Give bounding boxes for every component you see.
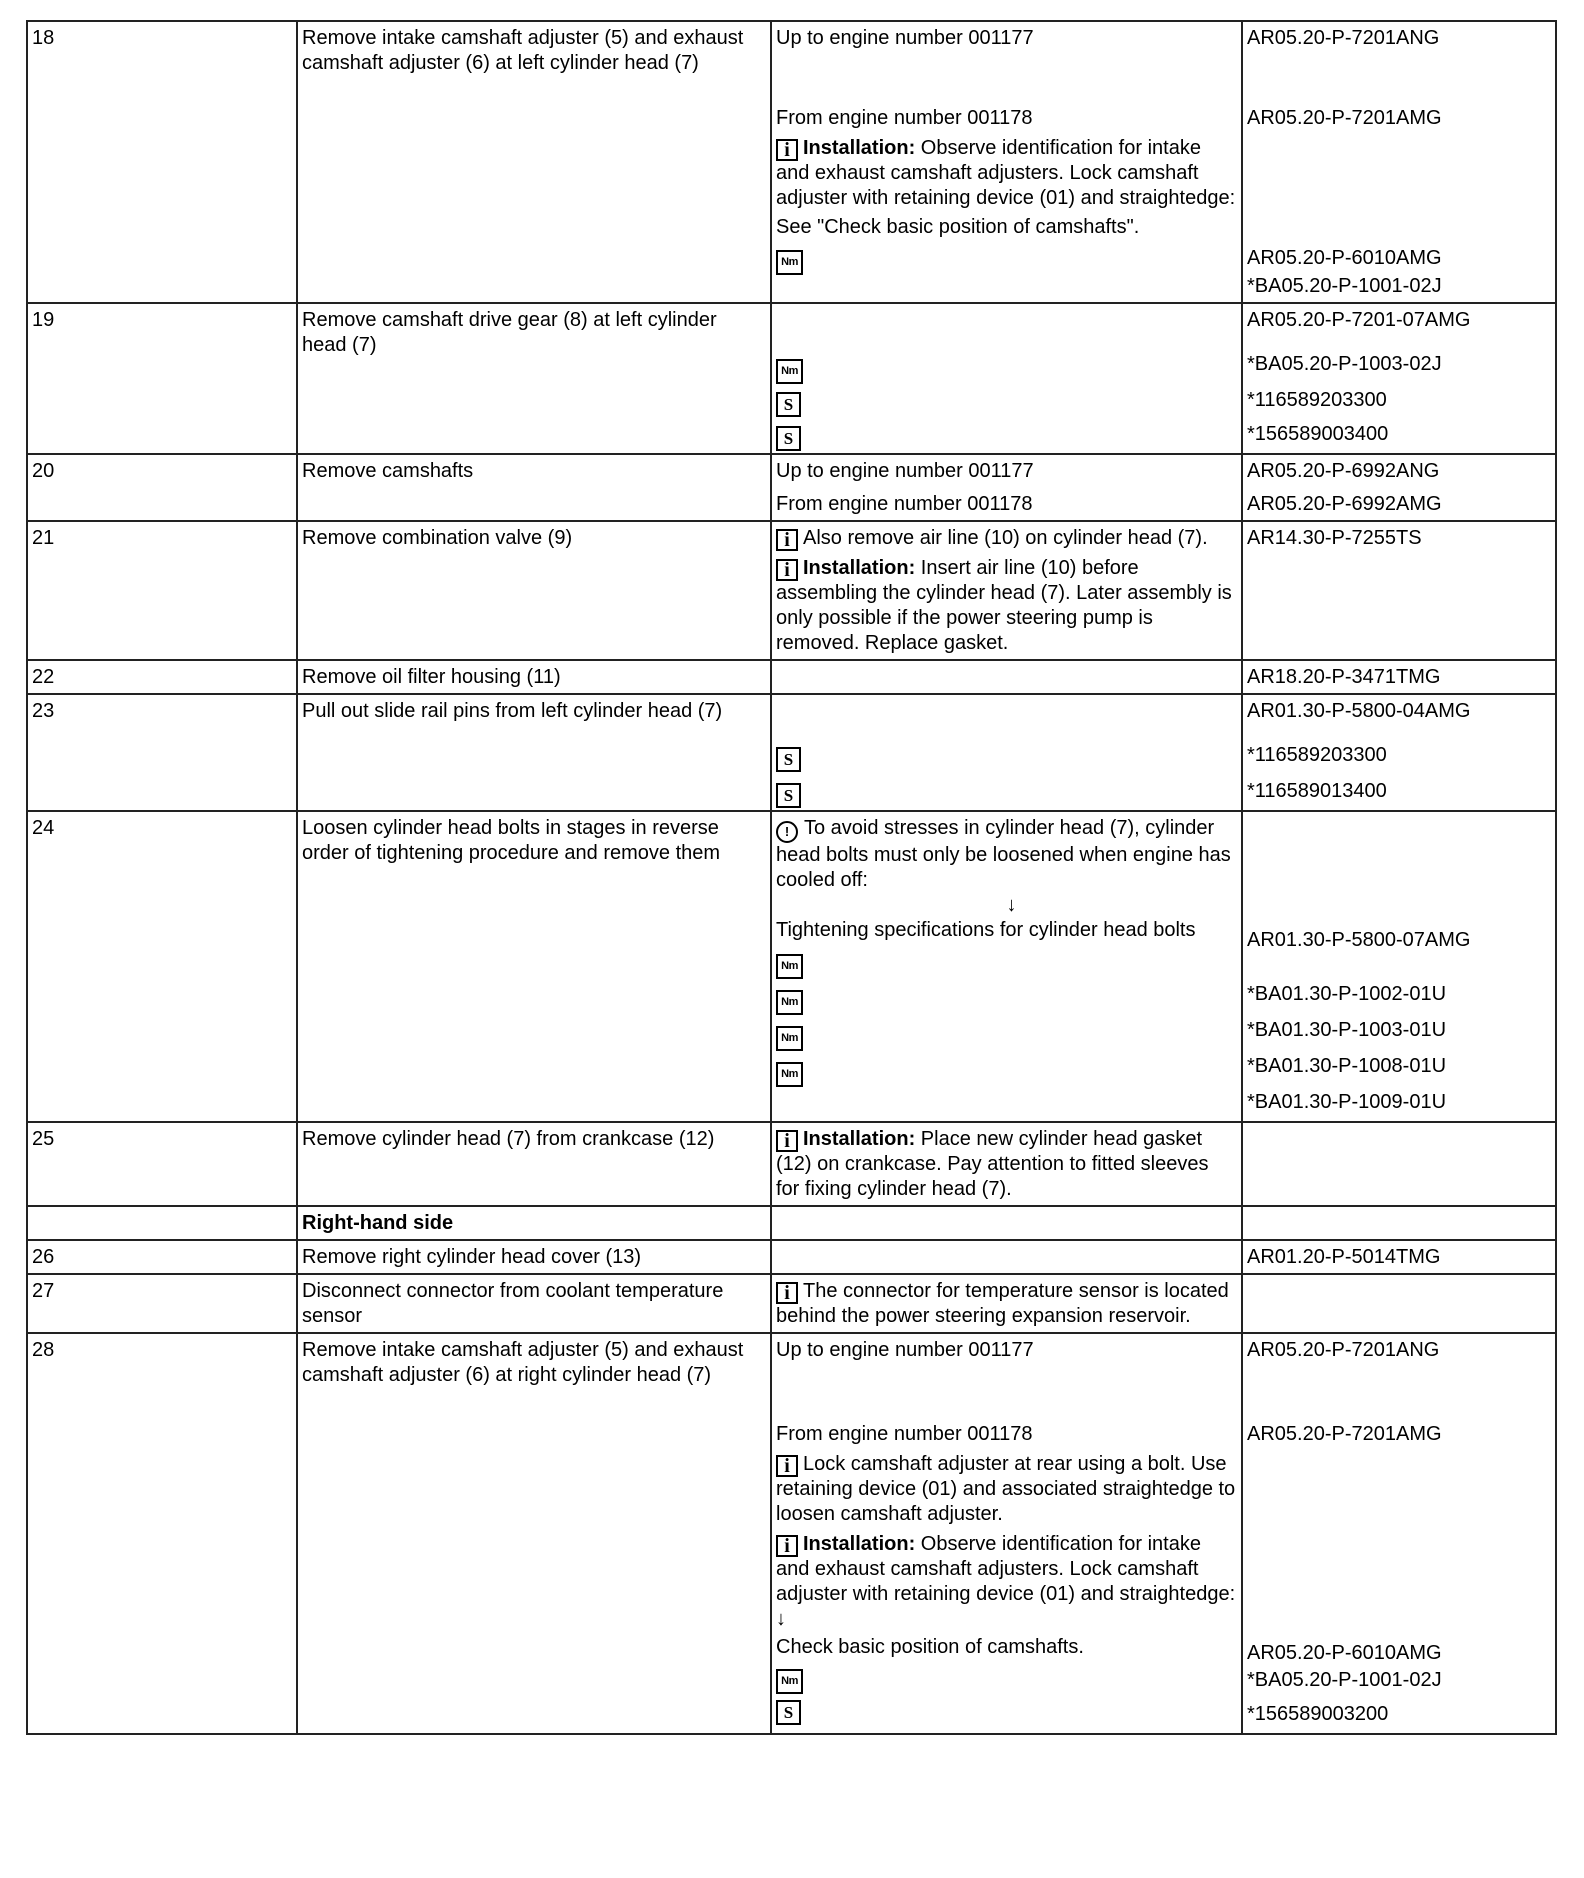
step-description: Pull out slide rail pins from left cylinder head (7) (297, 694, 771, 811)
note-line (776, 1279, 1237, 1329)
reference-cell (1242, 1333, 1556, 1734)
reference-cell (1242, 1206, 1556, 1240)
torque-nm-icon: Nm (776, 1062, 803, 1087)
table-row (27, 1122, 1556, 1206)
doc-link[interactable]: AR18.20-P-3471TMG (1247, 666, 1441, 688)
info-icon: i (776, 1282, 798, 1304)
table-row (27, 1240, 1556, 1274)
step-description: Remove cylinder head (7) from crankcase (12) (297, 1122, 771, 1206)
table-row (27, 1333, 1556, 1734)
note-line (776, 556, 1237, 656)
doc-link[interactable]: AR05.20-P-7201AMG (1247, 107, 1442, 129)
step-number: 24 (27, 811, 297, 1122)
step-description: Remove right cylinder head cover (13) (297, 1240, 771, 1274)
notes-cell (771, 21, 1242, 303)
table-row (27, 521, 1556, 660)
step-number: 20 (27, 454, 297, 521)
note-line (776, 1452, 1237, 1527)
reference-cell (1242, 21, 1556, 303)
doc-link[interactable]: AR05.20-P-7201-07AMG (1247, 309, 1471, 331)
step-description: Remove camshafts (297, 454, 771, 521)
doc-link[interactable]: AR05.20-P-7201AMG (1247, 1423, 1442, 1445)
reference-cell (1242, 1122, 1556, 1206)
doc-link[interactable]: *116589203300 (1247, 744, 1387, 766)
note-line: Up to engine number 001177 (776, 27, 1034, 49)
note-text: Observe identification for intake and exhaust camshaft adjusters. Lock camshaft adjuster with retaining device (01) and straightedge: (776, 137, 1236, 209)
note-line: From engine number 001178 (776, 493, 1033, 515)
doc-link[interactable]: *BA01.30-P-1008-01U (1247, 1055, 1447, 1077)
doc-link[interactable]: AR05.20-P-6992ANG (1247, 460, 1440, 482)
doc-link[interactable]: AR05.20-P-7201ANG (1247, 1339, 1440, 1361)
table-row (27, 21, 1556, 303)
doc-link[interactable]: *BA05.20-P-1001-02J (1247, 1669, 1442, 1691)
special-tool-icon: S (776, 1700, 801, 1725)
note-line (776, 816, 1237, 893)
step-number: 26 (27, 1240, 297, 1274)
torque-nm-icon: Nm (776, 1669, 803, 1694)
note-text: Also remove air line (10) on cylinder head (7). (803, 527, 1208, 549)
note-text: To avoid stresses in cylinder head (7), cylinder head bolts must only be loosened when engine has cooled off: (776, 817, 1231, 891)
doc-link[interactable]: AR05.20-P-6010AMG (1247, 247, 1442, 269)
note-text: Insert air line (10) before assembling the cylinder head (7). Later assembly is only possible if the power steering pump is removed. Replace gasket. (776, 557, 1232, 654)
note-text: Observe identification for intake and exhaust camshaft adjusters. Lock camshaft adjuster with retaining device (01) and straightedge: ↓ (776, 1533, 1236, 1630)
notes-cell (771, 660, 1242, 694)
section-heading (297, 1206, 771, 1240)
doc-link[interactable]: *BA01.30-P-1009-01U (1247, 1091, 1447, 1113)
info-icon: i (776, 529, 798, 551)
doc-link[interactable]: *116589203300 (1247, 389, 1387, 411)
reference-cell (1242, 1240, 1556, 1274)
doc-link[interactable]: AR01.30-P-5800-07AMG (1247, 929, 1471, 951)
torque-nm-icon: Nm (776, 359, 803, 384)
torque-nm-icon: Nm (776, 250, 803, 275)
info-icon: i (776, 1130, 798, 1152)
step-number: 19 (27, 303, 297, 454)
note-line (776, 1127, 1237, 1202)
note-line (776, 526, 1237, 551)
table-row (27, 1274, 1556, 1333)
note-line: See "Check basic position of camshafts". (776, 216, 1140, 238)
notes-cell (771, 811, 1242, 1122)
step-description: Remove camshaft drive gear (8) at left cylinder head (7) (297, 303, 771, 454)
note-line: From engine number 001178 (776, 107, 1033, 129)
step-number: 22 (27, 660, 297, 694)
special-tool-icon: S (776, 426, 801, 451)
step-description: Remove intake camshaft adjuster (5) and exhaust camshaft adjuster (6) at left cylinder head (7) (297, 21, 771, 303)
note-text: Place new cylinder head gasket (12) on crankcase. Pay attention to fitted sleeves for fixing cylinder head (7). (776, 1128, 1209, 1200)
special-tool-icon: S (776, 747, 801, 772)
notes-cell (771, 454, 1242, 521)
reference-cell (1242, 521, 1556, 660)
table-row (27, 303, 1556, 454)
table-row (27, 1206, 1556, 1240)
notes-cell (771, 303, 1242, 454)
table-row (27, 811, 1556, 1122)
arrow-down-icon: ↓ (1006, 894, 1017, 916)
note-line: Up to engine number 001177 (776, 1339, 1034, 1361)
info-icon: i (776, 1535, 798, 1557)
notes-cell (771, 521, 1242, 660)
special-tool-icon: S (776, 783, 801, 808)
note-text: The connector for temperature sensor is located behind the power steering expansion reservoir. (776, 1280, 1229, 1327)
installation-label: Installation: (803, 557, 916, 579)
doc-link[interactable]: *BA05.20-P-1001-02J (1247, 275, 1442, 297)
note-line: Tightening specifications for cylinder head bolts (776, 919, 1196, 941)
step-number (27, 1206, 297, 1240)
note-line: Up to engine number 001177 (776, 460, 1034, 482)
installation-label: Installation: (803, 1533, 916, 1555)
doc-link[interactable]: *BA01.30-P-1003-01U (1247, 1019, 1447, 1041)
doc-link[interactable]: AR14.30-P-7255TS (1247, 527, 1422, 549)
note-line: From engine number 001178 (776, 1423, 1033, 1445)
torque-nm-icon: Nm (776, 1026, 803, 1051)
caution-icon: ! (776, 821, 798, 843)
step-description: Loosen cylinder head bolts in stages in reverse order of tightening procedure and remove them (297, 811, 771, 1122)
notes-cell (771, 1206, 1242, 1240)
notes-cell (771, 694, 1242, 811)
doc-link[interactable]: *116589013400 (1247, 780, 1387, 802)
note-text: Lock camshaft adjuster at rear using a bolt. Use retaining device (01) and associated straightedge to loosen camshaft adjuster. (776, 1453, 1236, 1525)
torque-nm-icon: Nm (776, 990, 803, 1015)
info-icon: i (776, 139, 798, 161)
step-description: Remove oil filter housing (11) (297, 660, 771, 694)
doc-link[interactable]: *156589003400 (1247, 423, 1389, 445)
notes-cell (771, 1333, 1242, 1734)
procedure-page (26, 20, 1555, 1735)
notes-cell (771, 1274, 1242, 1333)
note-line (776, 1532, 1237, 1632)
step-description: Disconnect connector from coolant temperature sensor (297, 1274, 771, 1333)
torque-nm-icon: Nm (776, 954, 803, 979)
step-number: 25 (27, 1122, 297, 1206)
notes-cell (771, 1240, 1242, 1274)
note-line (776, 136, 1237, 211)
section-title: Right-hand side (302, 1212, 454, 1234)
doc-link[interactable]: *BA05.20-P-1003-02J (1247, 353, 1442, 375)
info-icon: i (776, 1455, 798, 1477)
step-description: Remove intake camshaft adjuster (5) and exhaust camshaft adjuster (6) at right cylinder head (7) (297, 1333, 771, 1734)
reference-cell (1242, 660, 1556, 694)
note-line: Check basic position of camshafts. (776, 1636, 1084, 1658)
doc-link[interactable]: *156589003200 (1247, 1703, 1389, 1725)
info-icon: i (776, 559, 798, 581)
notes-cell (771, 1122, 1242, 1206)
reference-cell (1242, 303, 1556, 454)
reference-cell (1242, 694, 1556, 811)
reference-cell (1242, 811, 1556, 1122)
table-row (27, 454, 1556, 521)
procedure-table (26, 20, 1557, 1735)
step-number: 27 (27, 1274, 297, 1333)
step-number: 21 (27, 521, 297, 660)
step-number: 23 (27, 694, 297, 811)
doc-link[interactable]: AR01.30-P-5800-04AMG (1247, 700, 1471, 722)
table-row (27, 694, 1556, 811)
installation-label: Installation: (803, 1128, 916, 1150)
step-number: 28 (27, 1333, 297, 1734)
doc-link[interactable]: AR05.20-P-7201ANG (1247, 27, 1440, 49)
doc-link[interactable]: AR05.20-P-6992AMG (1247, 493, 1442, 515)
doc-link[interactable]: AR01.20-P-5014TMG (1247, 1246, 1441, 1268)
doc-link[interactable]: AR05.20-P-6010AMG (1247, 1642, 1442, 1664)
step-number: 18 (27, 21, 297, 303)
special-tool-icon: S (776, 392, 801, 417)
installation-label: Installation: (803, 137, 916, 159)
table-row (27, 660, 1556, 694)
step-description: Remove combination valve (9) (297, 521, 771, 660)
reference-cell (1242, 454, 1556, 521)
reference-cell (1242, 1274, 1556, 1333)
doc-link[interactable]: *BA01.30-P-1002-01U (1247, 983, 1447, 1005)
